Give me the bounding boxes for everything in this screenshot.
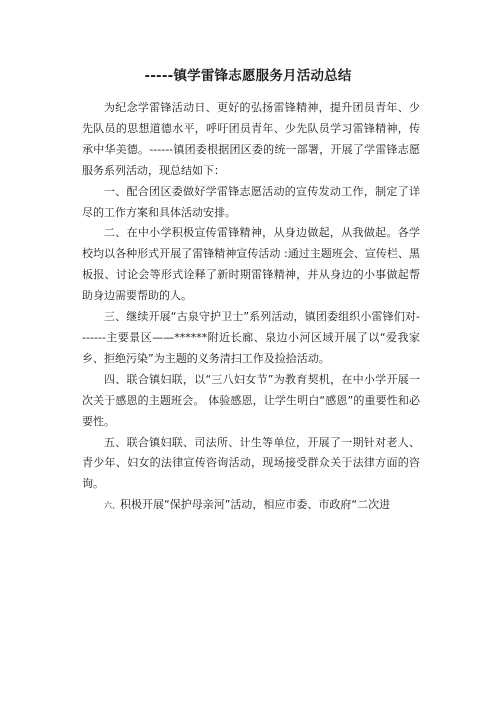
paragraph-4: 四、联合镇妇联，以“三八妇女节”为教育契机，在中小学开展一次关于感恩的主题班会。 体验感恩，让学生明白“感恩”的重要性和必要性。 xyxy=(82,372,420,428)
document-body xyxy=(82,98,420,517)
paragraph-intro: 为纪念学雷锋活动日、更好的弘扬雷锋精神，提升团员青年、少先队员的思想道德水平，呼吁团员青年、少先队员学习雷锋精神，传承中华美德。------镇团委根据团区委的统一部署，开展了学雷锋志愿服务系列活动，现总结如下： xyxy=(82,101,420,177)
paragraph-3: 三、继续开展“古泉守护卫士”系列活动，镇团委组织小雷锋们对-------主要景区——******附近长廊、泉边小河区域开展了以“爱我家乡、拒绝污染”为主题的义务清扫工作及捡拾活动。 xyxy=(82,310,420,365)
paragraph-2: 二、在中小学积极宣传雷锋精神，从身边做起，从我做起。各学校均以各种形式开展了雷锋精神宣传活动 :通过主题班会、宣传栏、黑板报、讨论会等形式诠释了新时期雷锋精神，并从身边的小事做起帮助身边需要帮助的人。 xyxy=(82,226,420,303)
paragraph-5: 五、联合镇妇联、司法所、计生等单位，开展了一期针对老人、青少年、妇女的法律宣传咨询活动，现场接受群众关于法律方面的咨询。 xyxy=(82,435,420,491)
paragraph-6-number: 六、 xyxy=(104,501,120,511)
paragraph-6 xyxy=(82,495,420,517)
document-title: -----镇学雷锋志愿服务月活动总结 xyxy=(144,68,352,84)
paragraph-6-text: 积极开展“保护母亲河”活动，相应市委、市政府“二次进 xyxy=(120,498,391,512)
paragraph-1: 一、配合团区委做好学雷锋志愿活动的宣传发动工作，制定了详尽的工作方案和具体活动安排。 xyxy=(82,184,420,219)
